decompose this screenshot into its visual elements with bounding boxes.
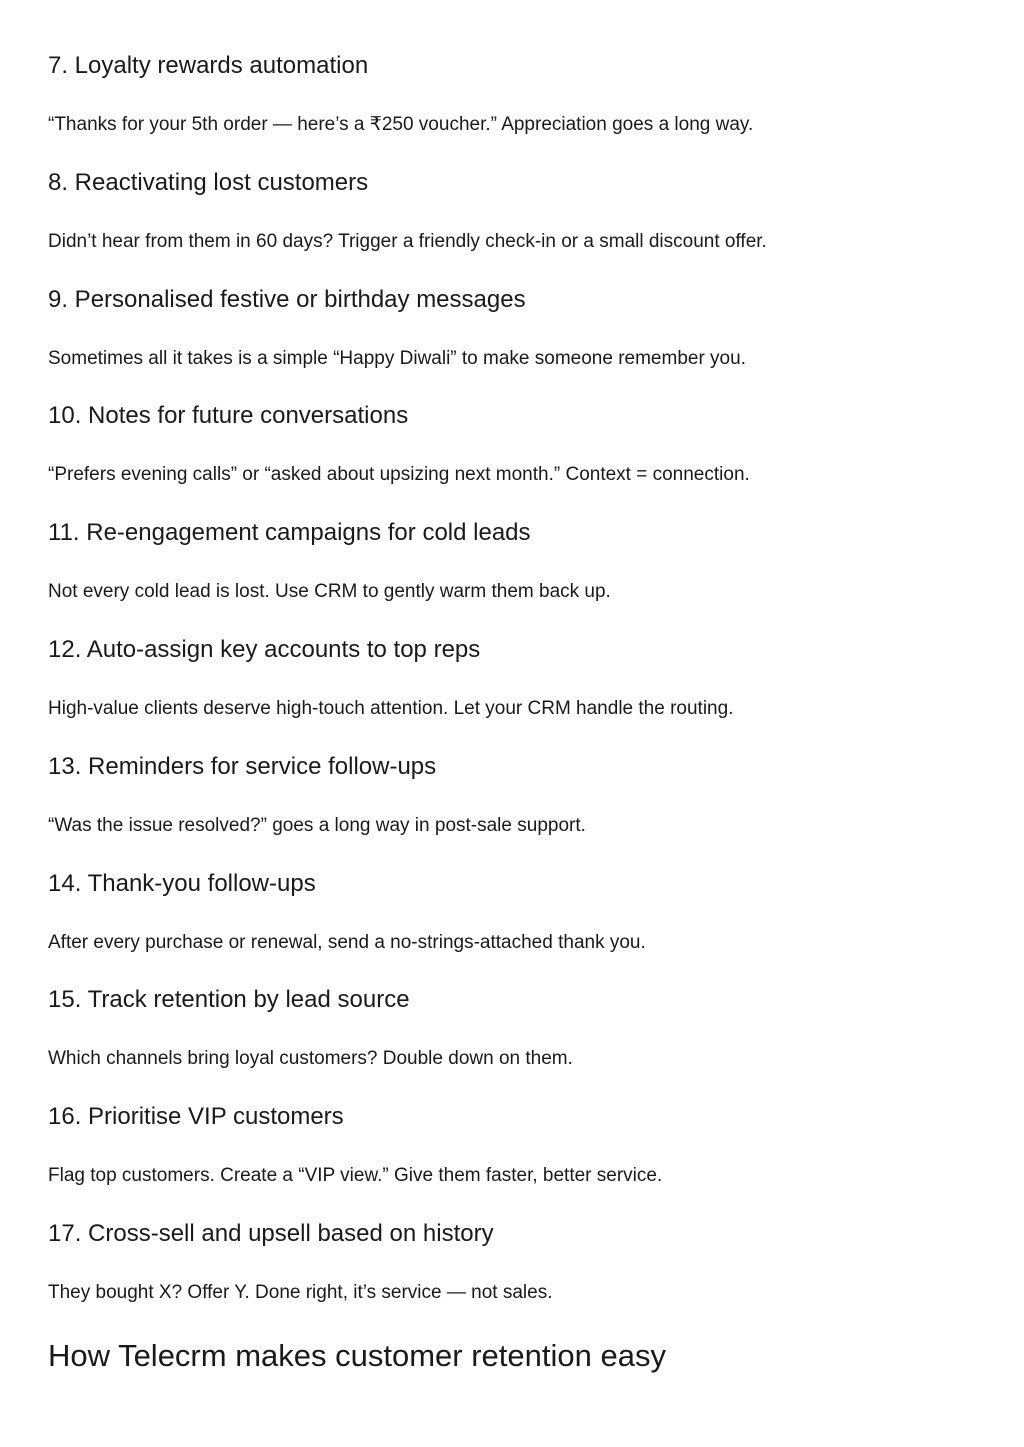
item-heading: 9. Personalised festive or birthday messages [48,285,526,313]
article-content [48,0,988,1303]
list-item [48,818,988,953]
item-heading: 16. Prioritise VIP customers [48,1103,344,1131]
list-item [48,1051,988,1187]
list-item [48,934,988,1070]
item-description: High-value clients deserve high-touch attention. Let your CRM handle the routing. [48,697,734,719]
list-item [48,1168,988,1303]
list-item [48,117,988,252]
item-heading: 10. Notes for future conversations [48,402,409,430]
item-heading: 12. Auto-assign key accounts to top reps [48,635,481,663]
item-heading: 7. Loyalty rewards automation [48,52,369,79]
item-description: After every purchase or renewal, send a no-strings-attached thank you. [48,931,646,953]
item-heading: 14. Thank-you follow-ups [48,869,316,897]
list-item [48,350,988,486]
list-item [48,234,988,369]
item-description: Flag top customers. Create a “VIP view.” Give them faster, better service. [48,1165,663,1187]
item-heading: 13. Reminders for service follow-ups [48,752,437,780]
item-description: Sometimes all it takes is a simple “Happy Diwali” to make someone remember you. [48,347,746,369]
item-description: “Thanks for your 5th order — here’s a ₹250 voucher.” Appreciation goes a long way. [48,114,754,135]
item-description: Which channels bring loyal customers? Double down on them. [48,1048,573,1070]
list-item [48,584,988,719]
item-description: “Was the issue resolved?” goes a long way in post-sale support. [48,814,586,836]
list-item [48,467,988,603]
list-item [48,0,988,135]
list-item [48,701,988,836]
item-description: Didn’t hear from them in 60 days? Trigger a friendly check-in or a small discount offer. [48,230,767,252]
item-heading: 11. Re-engagement campaigns for cold leads [48,519,531,547]
item-description: Not every cold lead is lost. Use CRM to gently warm them back up. [48,581,611,603]
item-heading: 8. Reactivating lost customers [48,168,369,196]
item-description: They bought X? Offer Y. Done right, it’s service — not sales. [48,1281,553,1303]
item-description: “Prefers evening calls” or “asked about upsizing next month.” Context = connection. [48,464,750,486]
item-heading: 15. Track retention by lead source [48,986,410,1014]
section-title: How Telecrm makes customer retention easy [48,1338,666,1373]
item-heading: 17. Cross-sell and upsell based on history [48,1219,494,1247]
